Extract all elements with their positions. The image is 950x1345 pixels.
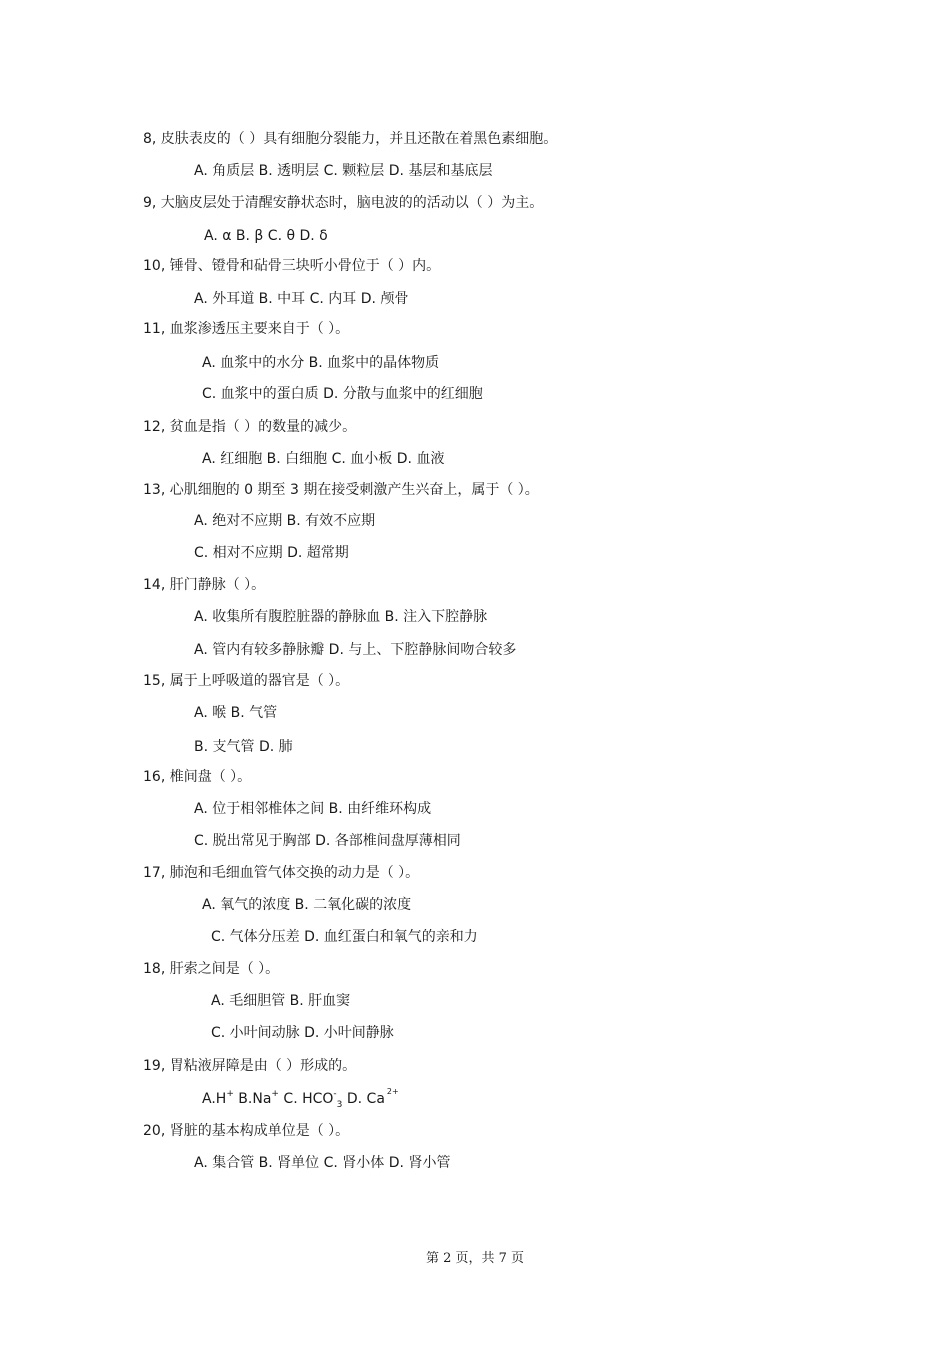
question-options-18-a: A. 毛细胆管 B. 肝血窦 bbox=[211, 993, 351, 1009]
question-stem-12: 12, 贫血是指（ ）的数量的减少。 bbox=[143, 419, 357, 435]
question-options-17-a: A. 氧气的浓度 B. 二氧化碳的浓度 bbox=[202, 897, 412, 913]
option-d-charge: 2+ bbox=[386, 1087, 399, 1096]
question-options-15-b: B. 支气管 D. 肺 bbox=[194, 739, 293, 755]
option-c-subscript: 3 bbox=[336, 1100, 343, 1110]
option-a-charge: + bbox=[226, 1089, 234, 1099]
question-stem-11: 11, 血浆渗透压主要来自于（ ）。 bbox=[143, 321, 350, 337]
question-options-17-b: C. 气体分压差 D. 血红蛋白和氧气的亲和力 bbox=[211, 929, 478, 945]
page-number-footer: 第 2 页，共 7 页 bbox=[425, 1251, 525, 1266]
question-options-9: A. α B. β C. θ D. δ bbox=[204, 228, 328, 244]
question-stem-18: 18, 肝索之间是（ ）。 bbox=[143, 961, 280, 977]
question-options-15-a: A. 喉 B. 气管 bbox=[194, 705, 278, 721]
question-options-13-a: A. 绝对不应期 B. 有效不应期 bbox=[194, 513, 376, 529]
question-options-19 bbox=[202, 1087, 399, 1110]
question-stem-19: 19, 胃粘液屏障是由（ ）形成的。 bbox=[143, 1058, 357, 1074]
question-options-10: A. 外耳道 B. 中耳 C. 内耳 D. 颅骨 bbox=[194, 291, 409, 307]
option-d-text: D. Ca bbox=[342, 1091, 385, 1107]
question-options-18-b: C. 小叶间动脉 D. 小叶间静脉 bbox=[211, 1025, 394, 1041]
question-options-8: A. 角质层 B. 透明层 C. 颗粒层 D. 基层和基底层 bbox=[194, 163, 493, 179]
question-options-16-b: C. 脱出常见于胸部 D. 各部椎间盘厚薄相同 bbox=[194, 833, 461, 849]
question-options-11-b: C. 血浆中的蛋白质 D. 分散与血浆中的红细胞 bbox=[202, 386, 483, 402]
question-stem-20: 20, 肾脏的基本构成单位是（ ）。 bbox=[143, 1123, 350, 1139]
option-c-charge: - bbox=[333, 1089, 337, 1099]
question-options-12: A. 红细胞 B. 白细胞 C. 血小板 D. 血液 bbox=[202, 451, 445, 467]
question-stem-15: 15, 属于上呼吸道的器官是（ ）。 bbox=[143, 673, 350, 689]
question-options-20: A. 集合管 B. 肾单位 C. 肾小体 D. 肾小管 bbox=[194, 1155, 451, 1171]
option-b-text: B.Na bbox=[233, 1091, 272, 1107]
question-stem-8: 8, 皮肤表皮的（ ）具有细胞分裂能力，并且还散在着黑色素细胞。 bbox=[143, 131, 558, 147]
question-stem-9: 9, 大脑皮层处于清醒安静状态时，脑电波的的活动以（ ）为主。 bbox=[143, 195, 544, 211]
question-options-11-a: A. 血浆中的水分 B. 血浆中的晶体物质 bbox=[202, 355, 440, 371]
option-b-charge: + bbox=[271, 1089, 279, 1099]
option-c-text: C. HCO bbox=[278, 1091, 334, 1107]
question-stem-13: 13, 心肌细胞的 0 期至 3 期在接受刺激产生兴奋上，属于（ ）。 bbox=[143, 482, 539, 498]
question-options-16-a: A. 位于相邻椎体之间 B. 由纤维环构成 bbox=[194, 801, 432, 817]
option-a-text: A.H bbox=[202, 1091, 227, 1107]
question-options-14-a: A. 收集所有腹腔脏器的静脉血 B. 注入下腔静脉 bbox=[194, 609, 488, 625]
question-options-14-b: A. 管内有较多静脉瓣 D. 与上、下腔静脉间吻合较多 bbox=[194, 642, 517, 658]
question-stem-10: 10, 锤骨、镫骨和砧骨三块听小骨位于（ ）内。 bbox=[143, 258, 441, 274]
question-stem-16: 16, 椎间盘（ ）。 bbox=[143, 769, 252, 785]
question-stem-17: 17, 肺泡和毛细血管气体交换的动力是（ ）。 bbox=[143, 865, 420, 881]
question-stem-14: 14, 肝门静脉（ ）。 bbox=[143, 577, 266, 593]
question-options-13-b: C. 相对不应期 D. 超常期 bbox=[194, 545, 349, 561]
